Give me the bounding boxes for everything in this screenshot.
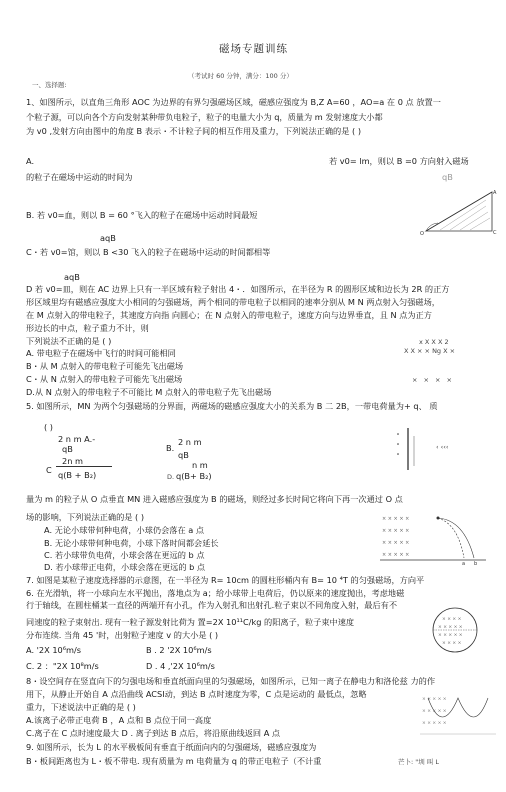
q1-option-a-line2: 的粒子在磁场中运动的时间为 (26, 172, 133, 182)
q8-line1: 8・设空间存在竖直向下的匀强电场和垂直纸面向里的匀强磁场，如图所示，已知一离子在静电力和洛伦兹 力的作 (26, 676, 436, 686)
figure-label-c: C (493, 230, 497, 236)
q7-option-c: C. 2 ："2X 10⁸m/s (26, 661, 99, 671)
figure-point-a: a (462, 561, 466, 566)
svg-text:× × × × ×: × × × × × (382, 540, 410, 546)
section-heading: 一、选择题: (32, 81, 67, 89)
q8-option-cd: C.离子在 C 点时速度最大 D . 离子到达 B 点后，将沿原曲线返回 A 点 (26, 728, 281, 738)
q4-option-c: C・从 N 点射入的带电粒子可能先飞出磁场 (26, 374, 183, 384)
q6-option-c: C. 若小球带负电荷，小球会落在更远的 b 点 (44, 550, 205, 560)
q7-line2: 行于轴线，在圆柱桶某一直径的两端开有小孔，作为入射孔和出射孔.粒子束以不同角度入射，最后有不 (26, 600, 398, 610)
q7-option-d: D . 4 ,'2X 10⁶m/s (146, 661, 215, 671)
q6-stem: 6. 在光滑轨，将一小球向左水平抛出，落地点为 a；给小球带上电荷后，仍以原来的速度抛出，考虑地磁 (26, 588, 405, 598)
q1-option-c: C・若 v0=馆，则以 B <30 飞入的粒子在磁场中运动的时间都相等 (26, 247, 271, 257)
q7-option-a: A. '2X 10⁶m/s (26, 645, 82, 655)
q9-line1: 9. 如图所示，长为 L 的水平极板间有垂直于纸面向内的匀强磁场，磁感应强度为 (26, 742, 317, 752)
boundary-figure (394, 426, 434, 472)
q8-option-ab: A.该离子必带正电荷 B ，A 点和 B 点位于同一高度 (26, 715, 212, 725)
figure-label-a: A (493, 190, 497, 196)
q1-line2: 个粒子源，可以向各个方向发射某种带负电粒子，粒子的电量大小为 q，质量为 m 发射速度大小都 (26, 112, 383, 122)
q5-text: 5. 如图所示，MN 为两个匀强磁场的分界面，两磁场的磁感应强度大小的关系为 B 二 2B，一带电荷量为+ q、 质 (26, 401, 438, 411)
q1-option-b: B. 若 v0=血，则以 B = 60 °飞入的粒子在磁场中运动时间最短 (26, 210, 258, 220)
figure-label-o: O (420, 231, 424, 236)
q5-option-c-numerator: 2n m (62, 456, 83, 466)
q5-option-c-prefix: C (46, 465, 52, 475)
q1-line1: 1、如图所示，以直角三角形 AOC 为边界的有界匀强磁场区域，磁感应强度为 B,Z A=60 ，AO=a 在 0 点 放置一 (26, 97, 441, 107)
q9-fragment: 芒卜: "圳 叫 L (398, 758, 439, 766)
q5-option-a-numerator: 2 n m A.- (58, 434, 96, 444)
q5-tail: 量为 m 的粒子从 O 点垂直 MN 进入磁感应强度为 B 的磁场，则经过多长时间它将向下再一次通过 O 点 (26, 494, 403, 504)
svg-text:× × × × ×: × × × × × (438, 625, 463, 630)
q5-option-c-denominator: q(B + B₂) (58, 470, 97, 480)
q6-option-d: D. 若小球带正电荷，小球会落在更远的 b 点 (44, 562, 206, 572)
q5-option-c-fraction-bar (56, 466, 112, 467)
q5-option-b-denominator: qB (178, 450, 189, 460)
q6-option-a: A. 无论小球带何种电荷，小球仍会落在 a 点 (44, 525, 205, 535)
q4-figure-row2: X X × × Ng X × (404, 347, 456, 355)
q7-line1: 7. 如图是某粒子速度选择器的示意图，在一半径为 R= 10cm 的圆柱形桶内有 B= 10 ⁴T 的匀强磁场，方向平 (26, 575, 425, 585)
q1-option-b-fraction: aqB (100, 233, 116, 243)
q7-line4: 分布连续. 当角 45 '时，出射粒子速度 v 的大小是 ( ) (26, 630, 219, 640)
q7-line3: 同速度的粒子束射出. 现有一粒子源发射比荷为 置=2X 10¹¹C/kg 的阳离子，粒子束中速度 (26, 617, 355, 627)
svg-text:× × × × ×: × × × × × (422, 709, 447, 714)
q1-option-a-text: 若 v0= lm，则以 B =0 方向射入磁场 (329, 156, 469, 166)
q1-option-d-line1: D 若 v0=皿，则在 AC 边界上只有一半区域有粒子射出 4・．如图所示，在半径为 R 的圆形区域和边长为 2R 的正方 (26, 284, 450, 294)
page-title: 磁场专题训练 (219, 43, 288, 55)
field-curve-figure (418, 690, 498, 740)
svg-text:× × × ×: × × × × (442, 641, 462, 646)
q8-line2: 用下，从静止开始自 A 点沿曲线 ACSI动，到达 B 点时速度为零，C 点是运动的 最低点，忽略 (26, 689, 367, 699)
q7-option-b: B . 2 '2X 10⁶m/s (146, 645, 212, 655)
q1-option-c-fraction: aqB (64, 272, 80, 282)
q4-figure-row3: × × × × (412, 376, 454, 384)
q5-option-a-denominator: qB (62, 444, 73, 454)
q1-option-d-line4: 形边长的中点，粒子重力不计，则 (26, 323, 149, 333)
cylinder-figure (430, 604, 480, 656)
q5-option-d-numerator: n m (192, 460, 208, 470)
figure-point-b: b (474, 561, 478, 566)
q4-option-d: D.从 N 点射入的带电粒子不可能比 M 点射入的带电粒子先飞出磁场 (26, 387, 272, 397)
q4-option-b: B・从 M 点射入的带电粒子可能先飞出磁场 (26, 361, 184, 371)
svg-text:× × × × ×: × × × × × (438, 633, 463, 638)
q6-lead: 场的影响，下列说法正确的是 ( ) (26, 512, 145, 522)
q1-option-a-fraction: qB (442, 172, 453, 182)
q1-option-a-label: A. (26, 156, 35, 166)
svg-text:× × × × ×: × × × × × (382, 528, 410, 534)
q5-option-d-prefix: D. (167, 473, 175, 481)
q4-figure-row1: x X X X 2 (419, 338, 449, 346)
q1-line3: 为 v0 ,发射方向由图中的角度 B 表示・不计粒子间的相互作用及重力，下列说法正确的是 ( ) (26, 126, 362, 136)
page-subtitle: （考试时 60 分钟，满分：100 分） (188, 72, 293, 80)
q5-option-d-denominator: q(B+ B₂) (176, 471, 212, 481)
q5-option-b-prefix: B. (166, 443, 175, 453)
projectile-figure (378, 510, 488, 566)
q4-intro: 下列说法不正确的是 ( ) (26, 336, 112, 346)
q5-paren: ( ) (44, 422, 53, 432)
svg-text:× × × × ×: × × × × × (382, 516, 410, 522)
q9-line2: B・板间距离也为 L・板不带电. 现有质量为 m 电荷量为 q 的带正电粒子（不计重 (26, 756, 322, 766)
svg-text:× × × × ×: × × × × × (422, 697, 447, 702)
q5-option-b-numerator: 2 n m (178, 437, 202, 447)
q1-option-d-line2: 形区域里均有磁感应强度大小相同的匀强磁场，两个相同的带电粒子以相同的速率分别从 M N 两点射入匀强磁场， (26, 297, 440, 307)
svg-text:× × × ×: × × × × (442, 617, 462, 622)
q1-option-d-line3: 在 M 点射入的带电粒子，其速度方向指 向圆心；在 N 点射入的带电粒子，速度方向与边界垂直，且 N 点为正方 (26, 310, 432, 320)
q6-option-b: B. 无论小球带何种电荷，小球下落时间都会延长 (44, 538, 219, 548)
svg-text:× × × × ×: × × × × × (422, 721, 447, 726)
triangle-figure (420, 186, 500, 236)
q8-line3: 重力，下述说法中正确的是 ( ) (26, 702, 136, 712)
q4-option-a: A. 带电粒子在磁场中飞行的时间可能相同 (26, 348, 176, 358)
q5-figure-mark: ‹ ‹‹‹ (436, 443, 449, 451)
svg-text:× × × × ×: × × × × × (382, 552, 410, 558)
